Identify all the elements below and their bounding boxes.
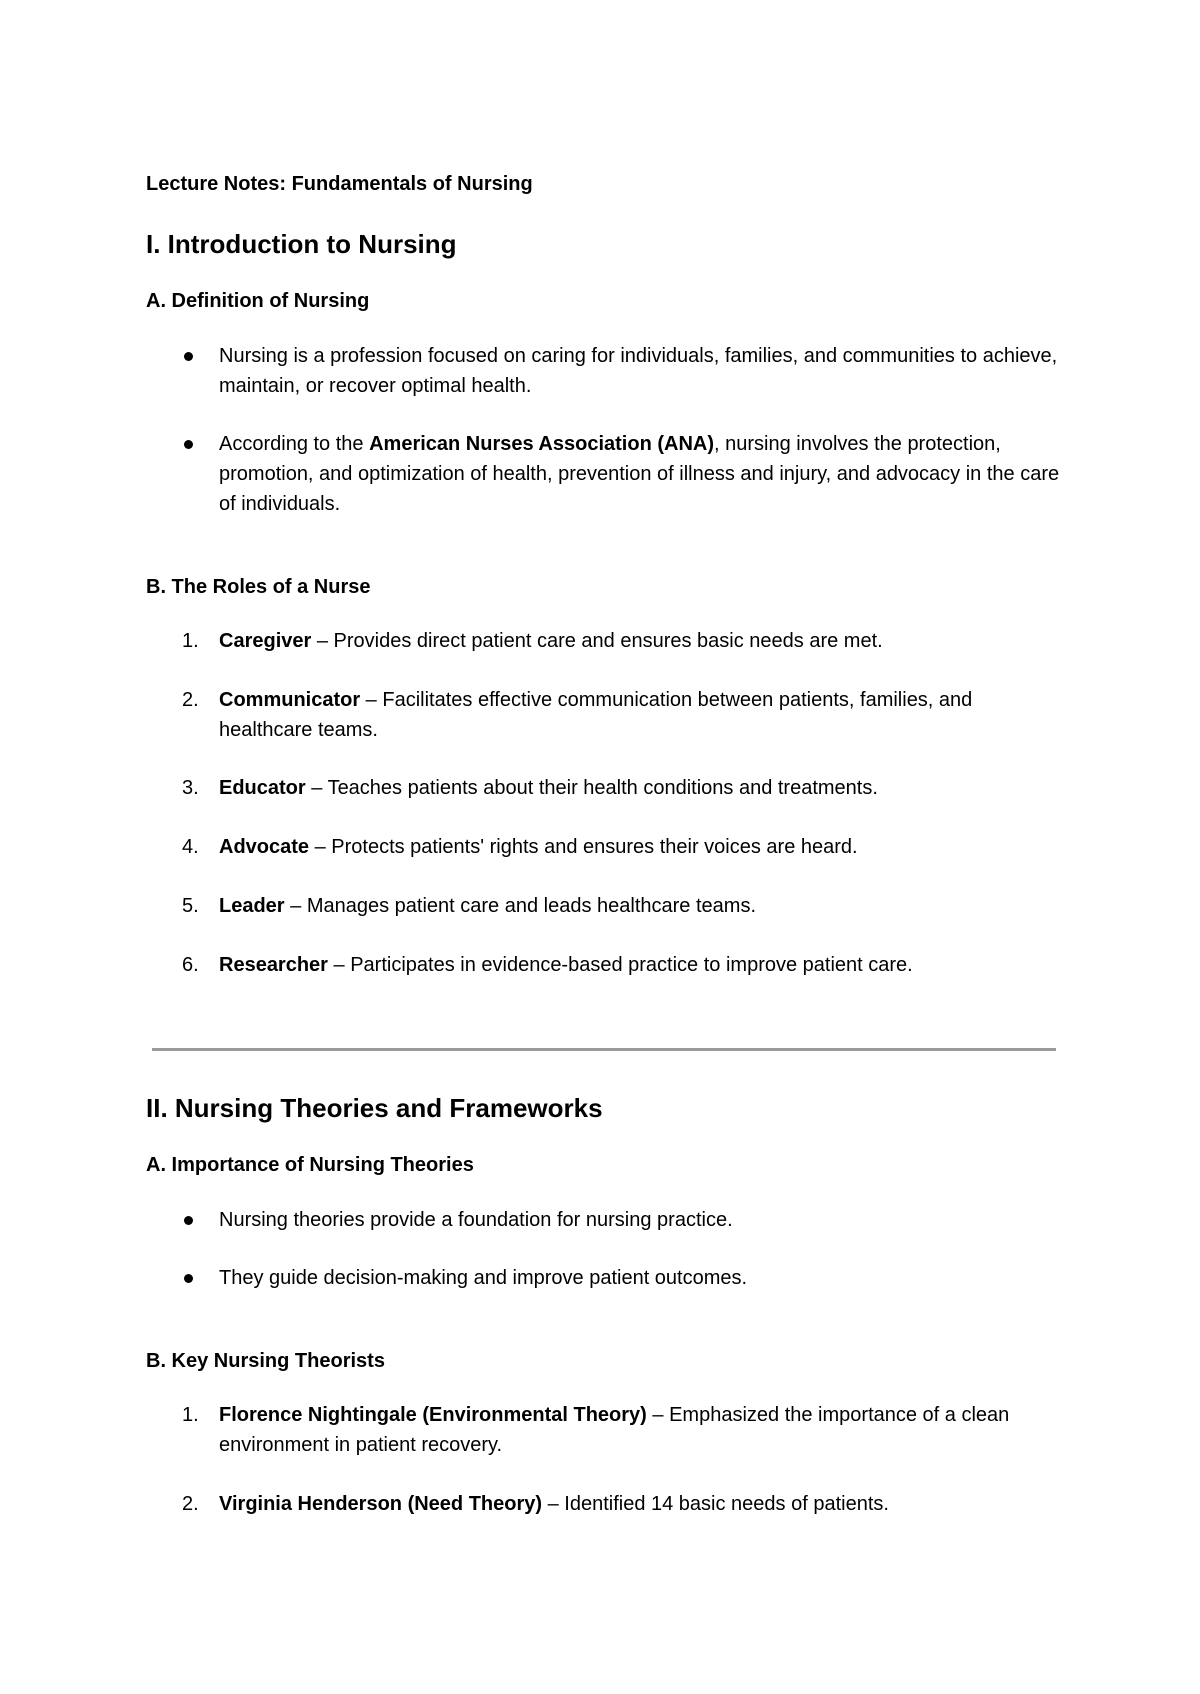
list-item-term: Virginia Henderson (Need Theory) (219, 1493, 543, 1515)
section-1a-heading: A. Definition of Nursing (146, 290, 370, 312)
list-number: 2. (182, 1493, 199, 1515)
list-number: 6. (182, 954, 199, 976)
list-item (219, 685, 1069, 745)
list-item-term: Researcher (219, 954, 328, 976)
list-item (219, 950, 1069, 980)
list-item (219, 1400, 1069, 1460)
list-item-desc: – Provides direct patient care and ensures basic needs are met. (311, 630, 883, 652)
list-number: 1. (182, 630, 199, 652)
list-item: Nursing theories provide a foundation for nursing practice. (219, 1209, 733, 1231)
list-item (219, 832, 1069, 862)
list-item (219, 1489, 1069, 1519)
section-2a-heading: A. Importance of Nursing Theories (146, 1154, 474, 1176)
list-item-term: Advocate (219, 836, 310, 858)
list-item-term: American Nurses Association (ANA) (369, 433, 714, 455)
list-item-desc: – Emphasized the importance of a clean environment in patient recovery. (219, 1404, 1010, 1456)
list-number: 5. (182, 895, 199, 917)
list-item-desc: – Identified 14 basic needs of patients. (542, 1493, 889, 1515)
bullet-icon (184, 1216, 193, 1225)
section-1-heading: I. Introduction to Nursing (146, 229, 457, 259)
section-1b-heading: B. The Roles of a Nurse (146, 576, 371, 598)
list-number: 3. (182, 777, 199, 799)
section-2b-heading: B. Key Nursing Theorists (146, 1350, 385, 1372)
list-item (219, 626, 1069, 656)
list-item (219, 429, 1069, 519)
list-item: They guide decision-making and improve patient outcomes. (219, 1267, 748, 1289)
bullet-icon (184, 1274, 193, 1283)
list-item-text: According to the (219, 433, 370, 455)
bullet-icon (184, 440, 193, 449)
document-title: Lecture Notes: Fundamentals of Nursing (146, 173, 533, 195)
list-number: 1. (182, 1404, 199, 1426)
list-item-desc: – Manages patient care and leads healthcare teams. (284, 895, 756, 917)
list-item-desc: – Teaches patients about their health conditions and treatments. (305, 777, 878, 799)
list-number: 4. (182, 836, 199, 858)
list-item-desc: – Participates in evidence-based practice to improve patient care. (327, 954, 913, 976)
list-item (219, 773, 1069, 803)
section-2-heading: II. Nursing Theories and Frameworks (146, 1093, 603, 1123)
horizontal-divider (152, 1048, 1056, 1051)
list-item-term: Florence Nightingale (Environmental Theory) (219, 1404, 647, 1426)
list-item-term: Educator (219, 777, 306, 799)
list-item-term: Leader (219, 895, 285, 917)
list-item-desc: – Facilitates effective communication between patients, families, and healthcare teams. (219, 689, 973, 741)
list-item (219, 891, 1069, 921)
list-number: 2. (182, 689, 199, 711)
bullet-icon (184, 352, 193, 361)
list-item-text: , nursing involves the protection, promotion, and optimization of health, prevention of illness and injury, and advocacy in the care of individuals. (219, 433, 1060, 515)
list-item-term: Caregiver (219, 630, 312, 652)
list-item-desc: – Protects patients' rights and ensures their voices are heard. (309, 836, 858, 858)
list-item: Nursing is a profession focused on caring for individuals, families, and communities to achieve, maintain, or recover optimal health. (219, 345, 1058, 397)
list-item-term: Communicator (219, 689, 361, 711)
